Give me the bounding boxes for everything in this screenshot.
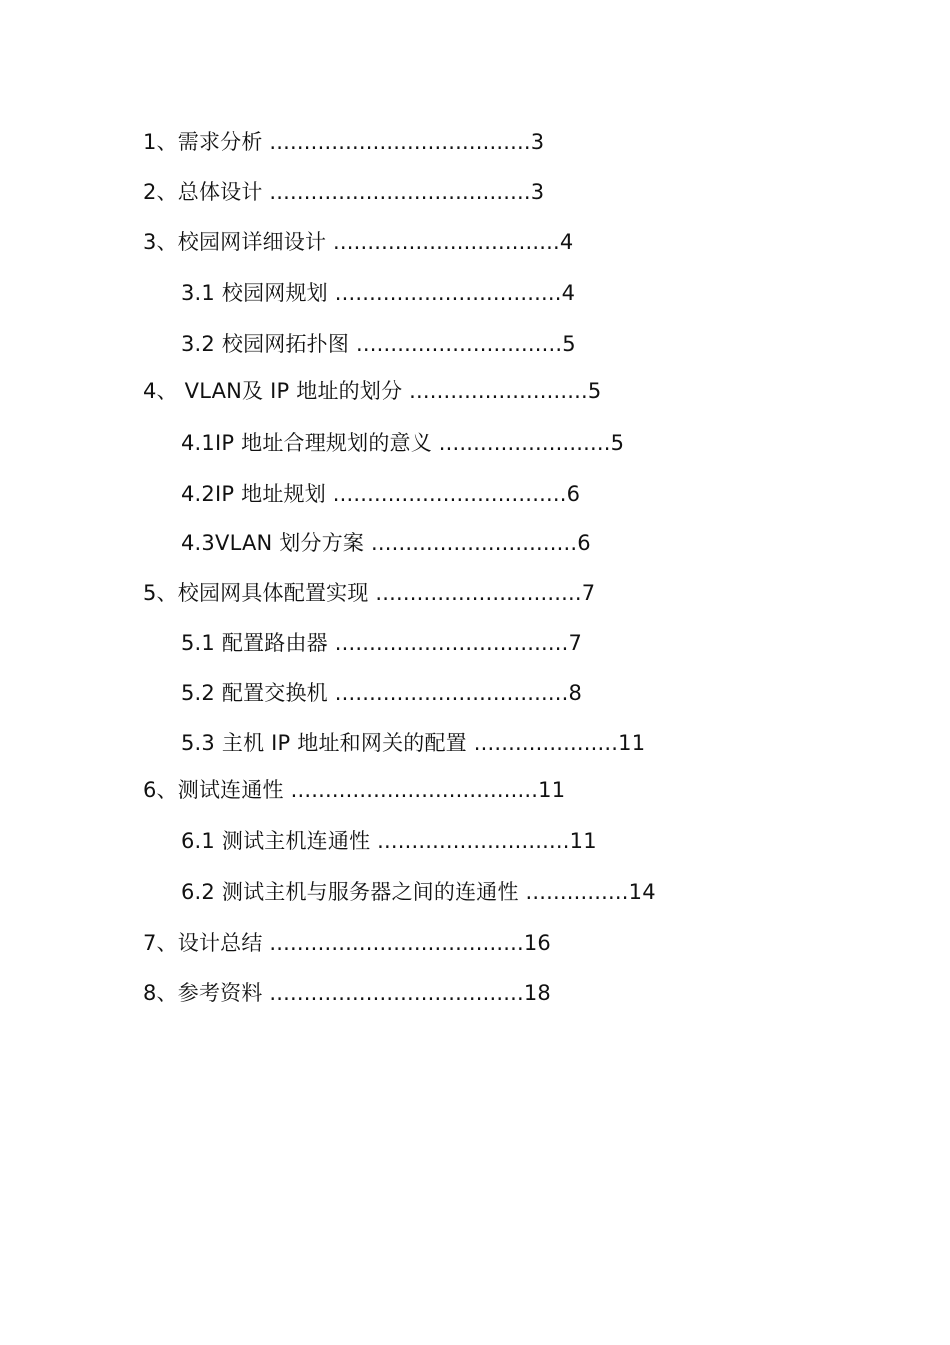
toc-entry-4-2[interactable] — [181, 481, 580, 507]
toc-entry-text: 6.1 测试主机连通性 ............................11 — [181, 829, 597, 853]
toc-entry-text: 4.1IP 地址合理规划的意义 .........................5 — [181, 431, 625, 455]
toc-entry-3-1[interactable] — [181, 280, 575, 306]
toc-entry-text: 6、测试连通性 ....................................11 — [143, 778, 566, 802]
toc-entry-5-3[interactable] — [181, 730, 645, 756]
toc-entry-text: 2、总体设计 ......................................3 — [143, 180, 545, 204]
toc-entry-text: 5、校园网具体配置实现 ..............................7 — [143, 581, 596, 605]
toc-entry-text: 4.3VLAN 划分方案 ..............................6 — [181, 531, 591, 555]
toc-entry-3-2[interactable] — [181, 331, 576, 357]
toc-entry-5-1[interactable] — [181, 630, 582, 656]
toc-entry-text: 7、设计总结 .....................................16 — [143, 931, 551, 955]
toc-entry-4-1[interactable] — [181, 430, 624, 456]
toc-entry-8[interactable] — [143, 980, 551, 1006]
toc-entry-6-2[interactable] — [181, 879, 656, 905]
toc-entry-text: 1、需求分析 ......................................3 — [143, 130, 545, 154]
toc-entry-1[interactable] — [143, 129, 544, 155]
toc-entry-text: 8、参考资料 .....................................18 — [143, 981, 551, 1005]
toc-entry-5-2[interactable] — [181, 680, 582, 706]
toc-entry-6-1[interactable] — [181, 828, 597, 854]
toc-entry-4-3[interactable] — [181, 530, 591, 556]
toc-entry-text: 5.1 配置路由器 ..................................7 — [181, 631, 583, 655]
toc-entry-text: 3.1 校园网规划 .................................4 — [181, 281, 576, 305]
toc-entry-5[interactable] — [143, 580, 595, 606]
toc-entry-text: 3.2 校园网拓扑图 ..............................5 — [181, 332, 576, 356]
toc-entry-text: 3、校园网详细设计 .................................4 — [143, 230, 574, 254]
toc-entry-text: 4.2IP 地址规划 ..................................6 — [181, 482, 581, 506]
toc-entry-text: 5.2 配置交换机 ..................................8 — [181, 681, 583, 705]
toc-entry-2[interactable] — [143, 179, 544, 205]
toc-entry-6[interactable] — [143, 777, 565, 803]
toc-entry-text: 4、 VLAN及 IP 地址的划分 ..........................5 — [143, 379, 602, 403]
toc-entry-text: 5.3 主机 IP 地址和网关的配置 .....................11 — [181, 731, 646, 755]
toc-entry-text: 6.2 测试主机与服务器之间的连通性 ...............14 — [181, 880, 656, 904]
toc-entry-7[interactable] — [143, 930, 551, 956]
toc-entry-3[interactable] — [143, 229, 573, 255]
toc-entry-4[interactable] — [143, 378, 601, 404]
